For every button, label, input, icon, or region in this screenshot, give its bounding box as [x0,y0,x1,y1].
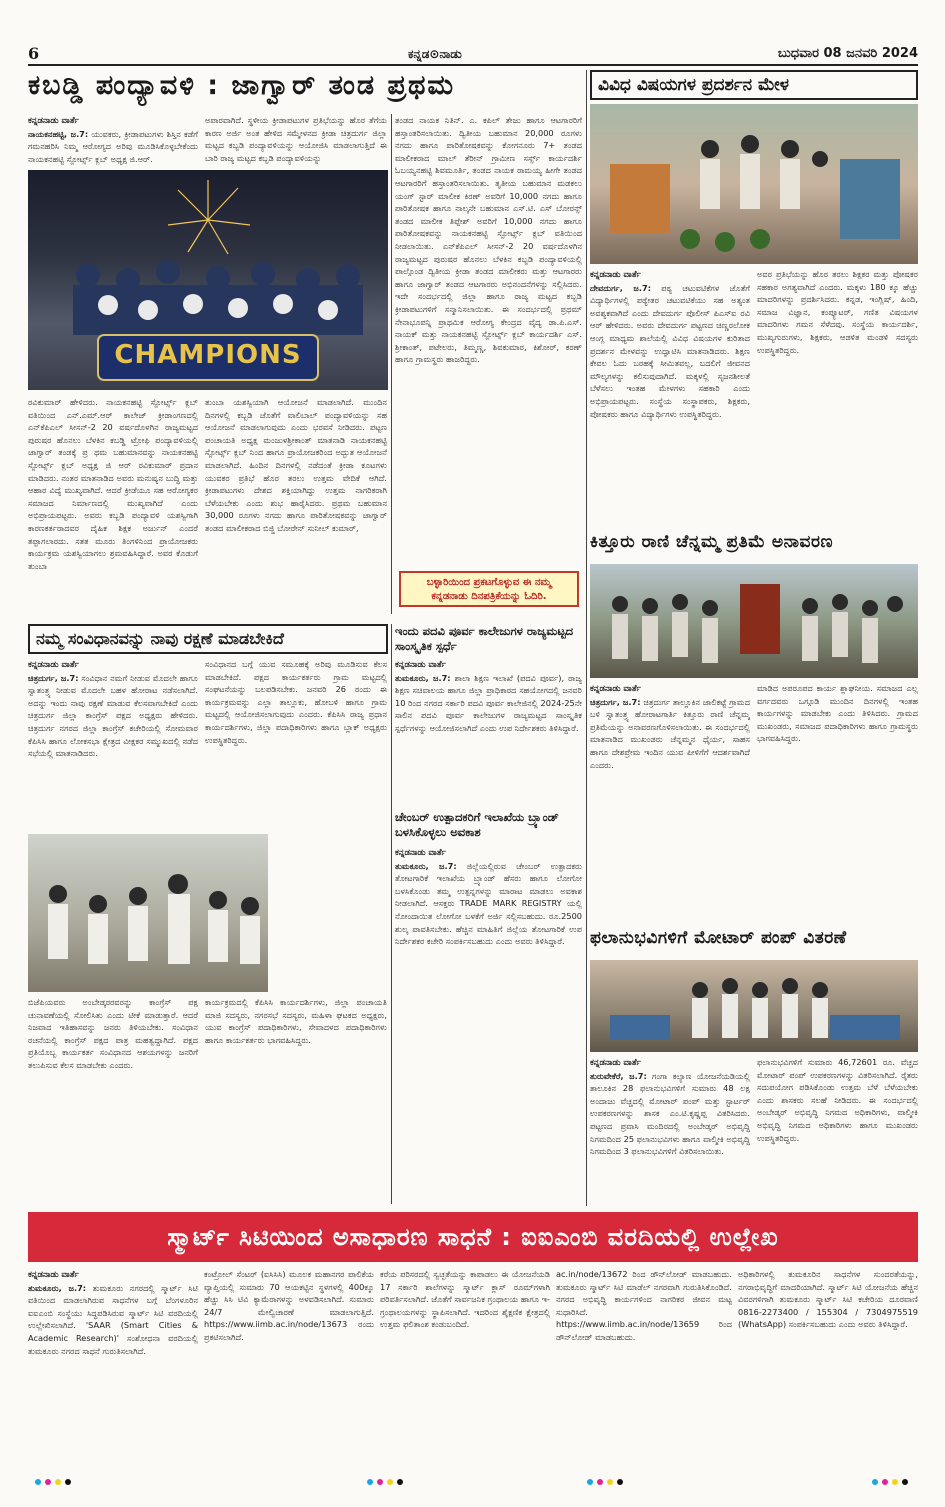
exhibition-col2: ಅವರ ಪ್ರತಿಭೆಯನ್ನು ಹೊರ ತರಲು ಶಿಕ್ಷಕರ ಮತ್ತು ಪೋಷಕರ ಸಹಕಾರ ಅಗತ್ಯವಾಗಿದೆ ಎಂದರು. ಮಕ್ಕಳು 180 ಕ್ಕೂ ಹೆಚ್ಚು ಮಾದರಿಗಳನ್ನು ಪ್ರದರ್ಶಿಸಿದರು. ಕನ್ನಡ, ಇಂಗ್ಲಿಷ್, ಹಿಂದಿ, ಸಮಾಜ ವಿಜ್ಞಾನ, ಕಂಪ್ಯೂಟರ್, ಗಣಿತ ವಿಷಯಗಳ ಮಾದರಿಗಳು ಗಮನ ಸೆಳೆದವು. ಸಂಸ್ಥೆಯ ಕಾರ್ಯದರ್ಶಿ, ಮುಖ್ಯಗುರುಗಳು, ಶಿಕ್ಷಕರು, ಆಡಳಿತ ಮಂಡಳಿ ಸದಸ್ಯರು ಉಪಸ್ಥಿತರಿದ್ದರು. [757,269,918,355]
byline: ಕನ್ನಡನಾಡು ವಾರ್ತೆ [590,683,641,693]
dateline: ನಾಯಕನಹಟ್ಟಿ, ಜ.7: [28,128,89,139]
cultural-body [395,658,582,806]
dateline: ತುಮಕೂರು, ಜ.7: [395,672,451,683]
column-rule [391,114,392,614]
byline: ಕನ್ನಡನಾಡು ವಾರ್ತೆ [395,659,446,669]
column-rule [391,624,392,1204]
constitution-headline: ನಮ್ಮ ಸಂವಿಧಾನವನ್ನು ನಾವು ರಕ್ಷಣೆ ಮಾಡಬೇಕಿದೆ [28,624,388,654]
exhibition-headline: ವಿವಿಧ ವಿಷಯಗಳ ಪ್ರದರ್ಶನ ಮೇಳ [590,70,918,100]
kabaddi-lower-col2: ತುಂಬಾ ಯಶಸ್ವಿಯಾಗಿ ಆಯೋಜನೆ ಮಾಡಲಾಗಿದೆ. ಮುಂದಿನ ದಿನಗಳಲ್ಲಿ ಕಬ್ಬಡಿ ಜೊತೆಗೆ ವಾಲಿಬಾಲ್ ಪಂದ್ಯಾವಳಿಯನ್ನು ಸಹ ಆಯೋಜನೆ ಮಾಡಲಾಗುವುದು ಎಂದು ಭರವಸೆ ನೀಡಿದರು. ಪಟ್ಟಣ ಪಂಚಾಯತಿ ಅಧ್ಯಕ್ಷ ಮಂಜುಳಶ್ರೀಕಾಂತ್ ಮಾತನಾಡಿ ನಾಯಕನಹಟ್ಟಿ ಸ್ಪೋರ್ಟ್ಸ್ ಕ್ಲಬ್ ನಿಂದ ಹಾಗೂ ಪ್ರಾಯೋಜಕರಿಂದ ಅದ್ಭುತ ಆಯೋಜನೆ ಮಾಡಲಾಗಿದೆ. ಹಿಂದಿನ ದಿನಗಳಲ್ಲಿ ನಡೆದಂತೆ ಕ್ರೀಡಾ ಕೂಟಗಳು ಯುವಕರ ಪ್ರತಿಭೆ ಹೊರ ತರಲು ಉತ್ತಮ ವೇದಿಕೆ ಆಗಿದೆ. ಕ್ರೀಡಾಪಟುಗಳು ದೇಶದ ಶಕ್ತಿಯಾಗಿದ್ದು ಉತ್ತಮ ನಾಗರಿಕರಾಗಿ ಬೆಳೆಯಬೇಕು ಎಂದು ಶುಭ ಹಾರೈಸಿದರು. ಪ್ರಥಮ ಬಹುಮಾನ 30,000 ರೂಗಳು ನಗದು ಹಾಗೂ ಪಾರಿತೋಷಕವನ್ನು ಜಾಗ್ವಾರ್ ತಂಡದ ಮಾಲೀಕರಾದ ಬಿಜ್ಜಿ ಬೋರೇನ್ ಸುನೀಲ್ ಕುಮಾರ್, [205,397,387,533]
issue-date: ಬುಧವಾರ 08 ಜನವರಿ 2024 [777,46,918,61]
kabaddi-lower-col1: ರವಿಕುಮಾರ್ ಹೇಳಿದರು. ನಾಯಕನಹಟ್ಟಿ ಸ್ಪೋರ್ಟ್ಸ್ ಕ್ಲಬ್ ವತಿಯಿಂದ ಎನ್.ಎಮ್.ಆರ್ ಕಾಲೇಜ್ ಕ್ರೀಡಾಂಗಣದಲ್ಲಿ ಎನ್‌ಕೆಪಿಎಲ್ ಸೀಸನ್‌-2 20 ವರ್ಷದೊಳಗಿನ ರಾಜ್ಯಮಟ್ಟದ ಪುರುಷರ ಹೊನಲು ಬೆಳಕಿನ ಕಬಡ್ಡಿ ಟ್ರೋಫಿ ಪಂದ್ಯಾವಳಿಯಲ್ಲಿ ಜಾಗ್ವಾರ್ ತಂಡಕ್ಕೆ ಪ್ರ ಥಮ ಬಹುಮಾನವನ್ನು ನಾಯಕನಹಟ್ಟಿ ಸ್ಪೋರ್ಟ್ಸ್ ಕ್ಲಬ್ ಅಧ್ಯಕ್ಷ ಜಿ ಆರ್ ರವಿಕುಮಾರ್ ಪ್ರದಾನ ಮಾಡಿದರು. ನಂತರ ಮಾತನಾಡಿದ ಅವರು ಮನುಷ್ಯನ ಬುದ್ಧಿ ಮತ್ತು ಆಹಾರ ವಿದ್ಯೆ ಮುಖ್ಯವಾಗಿದೆ. ಆದರೆ ಕ್ರೀಡೆಯೂ ಸಹ ಆರೋಗ್ಯಕರ ಸಮಾಜದ ನಿರ್ಮಾಣದಲ್ಲಿ ಮುಖ್ಯವಾಗಿದೆ ಎಂದು ಅಭಿಪ್ರಾಯಪಟ್ಟರು. ಅವರು ಕಬ್ಬಡಿ ಪಂದ್ಯಾವಳಿ ಯಶಸ್ವಿಗಾಗಿ ಕಾರಣಕರ್ತರಾದವರ ದೈಹಿಕ ಶಿಕ್ಷಕ ಅರ್ಜುನ್ ಎಂದರೆ ತಪ್ಪಾಗಲಾರದು. ಸತತ ಮೂರು ತಿಂಗಳಿನಿಂದ ಪ್ರಾಯೋಜಕರು ಕಾರ್ಯಕ್ರಮ ಯಶಸ್ವಿಯಾಗಲು ಶ್ರಮವಹಿಸಿದ್ದಾರೆ. ಅವರ ಕೊಡುಗೆ ತುಂಬಾ [28,397,198,571]
dateline: ತುಮಕೂರು, ಜ.7: [28,1282,87,1293]
column-rule [586,70,587,1206]
constitution-col2: ಸಂವಿಧಾನದ ಬಗ್ಗೆ ಯುವ ಸಮೂಹಕ್ಕೆ ಅರಿವು ಮೂಡಿಸುವ ಕೆಲಸ ಮಾಡಬೇಕಿದೆ. ಪಕ್ಷದ ಕಾರ್ಯಕರ್ತರು ಗ್ರಾಮ ಮಟ್ಟದಲ್ಲಿ ಸಂಘಟನೆಯನ್ನು ಬಲಪಡಿಸಬೇಕು. ಜನವರಿ 26 ರಂದು ಈ ಕಾರ್ಯಕ್ರಮವನ್ನು ಎಲ್ಲಾ ತಾಲ್ಲೂಕು, ಹೋಬಳಿ ಹಾಗೂ ಗ್ರಾಮ ಮಟ್ಟದಲ್ಲಿ ಆಯೋಜಿಸಲಾಗುವುದು ಎಂದರು. ಕೆಪಿಸಿಸಿ ರಾಜ್ಯ ಪ್ರಧಾನ ಕಾರ್ಯದರ್ಶಿಗಳು, ಜಿಲ್ಲಾ ಪದಾಧಿಕಾರಿಗಳು ಹಾಗೂ ಬ್ಲಾಕ್ ಅಧ್ಯಕ್ಷರು ಉಪಸ್ಥಿತರಿದ್ದರು. [205,659,387,745]
constitution-lower-col1: ಬಿಜೆಪಿಯವರು ಅಂಬೇಡ್ಕರರವರನ್ನು ಕಾಂಗ್ರೆಸ್ ಪಕ್ಷ ಚುನಾವಣೆಯಲ್ಲಿ ಸೋಲಿಸಿತು ಎಂದು ಟೀಕೆ ಮಾಡುತ್ತಾರೆ. ಆದರೆ ನಿಜವಾದ ಇತಿಹಾಸವನ್ನು ಜನರು ತಿಳಿಯಬೇಕು. ಸಂವಿಧಾನ ರಚನೆಯಲ್ಲಿ ಕಾಂಗ್ರೆಸ್ ಪಕ್ಷದ ಪಾತ್ರ ಮಹತ್ವದ್ದಾಗಿದೆ. ಪಕ್ಷದ ಪ್ರತಿಯೊಬ್ಬ ಕಾರ್ಯಕರ್ತ ಸಂವಿಧಾನದ ಆಶಯಗಳನ್ನು ಜನರಿಗೆ ತಲುಪಿಸುವ ಕೆಲಸ ಮಾಡಬೇಕು ಎಂದರು. [28,997,198,1070]
exhibition-col1 [590,268,750,524]
pump-col1 [590,1056,750,1204]
registration-dots-icon [30,1474,915,1490]
pump-photo-illustration [590,960,918,1052]
cultural-headline: ಇಂದು ಪದವಿ ಪೂರ್ವ ಕಾಲೇಜುಗಳ ರಾಜ್ಯಮಟ್ಟದ ಸಾಂಸ್ಕೃತಿಕ ಸ್ಪರ್ಧೆ [395,624,574,653]
promo-box [399,571,579,607]
body-text: ಯುವಕರು, ಕ್ರೀಡಾಪಟುಗಳು ಶಿಸ್ತಿನ ಕಡೆಗೆ ಗಮನಹರಿಸಿ ನಿಮ್ಮ ಆರೋಗ್ಯದ ಅರಿವು ಮೂಡಿಸಿಕೊಳ್ಳಬೇಕೆಂದು ನಾಯಕನಹಟ್ಟಿ ಸ್ಪೋರ್ಟ್ಸ್ ಕ್ಲಬ್ ಅಧ್ಯಕ್ಷ ಜಿ.ಆರ್. [28,128,198,164]
constitution-col1 [28,658,198,830]
kabaddi-col2: ಅಪಾರವಾಗಿದೆ. ಸ್ಥಳೀಯ ಕ್ರೀಡಾಪಟುಗಳ ಪ್ರತಿಭೆಯನ್ನು ಹೊರ ತೆಗೆಯ ಕಾರಣ ಅರ್ಜಿ ಅಂತ ಹೇಳಿದ ಸಮ್ಮೇಳನದ ಕ್ರೀಡಾ ಚಿತ್ರದುರ್ಗ ಜಿಲ್ಲಾ ಮಟ್ಟದ ಕಬ್ಬಡಿ ಪಂದ್ಯಾವಳಿಯನ್ನು ಆಯೋಜಿಸಿ ಮಾಡಲಾಗುತ್ತಿದೆ ಈ ಬಾರಿ ರಾಜ್ಯ ಮಟ್ಟದ ಕಬ್ಬಡಿ ಪಂದ್ಯಾವಳಿಯನ್ನು [205,115,387,163]
promo-line2: ಕನ್ನಡನಾಡು ದಿನಪತ್ರಿಕೆಯನ್ನು ಓದಿರಿ. [431,591,547,602]
champions-banner-text: CHAMPIONS [114,340,302,370]
kabaddi-photo [28,170,388,390]
chennamma-photo-illustration [590,564,918,678]
byline: ಕನ್ನಡನಾಡು ವಾರ್ತೆ [28,115,79,125]
dateline: ಚಿತ್ರದುರ್ಗ, ಜ.7: [590,696,641,707]
pump-headline: ಫಲಾನುಭವಿಗಳಿಗೆ ಮೋಟಾರ್ ಪಂಪ್ ವಿತರಣೆ [590,928,847,948]
smartcity-col4: ac.in/node/13672 ರಿಂದ ಡೌನ್‌ಲೋಡ್ ಮಾಡಬಹುದು. ತುಮಕೂರು ಸ್ಮಾರ್ಟ್ ಸಿಟಿ ಮಾಡೆಲ್ ನಗರವಾಗಿ ಗುರುತಿಸಿಕೊಂಡಿದೆ. ನಗರದ ಅಭಿವೃದ್ಧಿ ಕಾರ್ಯಗಳಿಂದ ನಾಗರಿಕರ ಜೀವನ ಮಟ್ಟ ಸುಧಾರಿಸಿದೆ. https://www.iimb.ac.in/node/13659 ರಿಂದ ಡೌನ್‌ಲೋಡ್ ಮಾಡಬಹುದು. [556,1269,732,1342]
smartcity-headline: ಸ್ಮಾರ್ಟ್ ಸಿಟಿಯಿಂದ ಅಸಾಧಾರಣ ಸಾಧನೆ : ಐಐಎಂಬಿ ವರದಿಯಲ್ಲಿ ಉಲ್ಲೇಖ [28,1212,918,1262]
dateline: ಚಿತ್ರದುರ್ಗ, ಜ.7: [28,672,79,683]
smartcity-col3: ಕರೆಯ ಪರಿಸರದಲ್ಲಿ ಸ್ವಚ್ಛತೆಯನ್ನು ಕಾಪಾಡಲು ಈ ಯೋಜನೆಯಡಿ 17 ಸರ್ಕಾರಿ ಶಾಲೆಗಳನ್ನು ಸ್ಮಾರ್ಟ್ ಕ್ಲಾಸ್ ರೂಮ್‌ಗಳಾಗಿ ಪರಿವರ್ತಿಸಲಾಗಿದೆ. ಜೊತೆಗೆ ಸಾರ್ವಜನಿಕ ಗ್ರಂಥಾಲಯ ಹಾಗೂ ಇ-ಗ್ರಂಥಾಲಯಗಳನ್ನು ಸ್ಥಾಪಿಸಲಾಗಿದೆ. ಇದರಿಂದ ಶೈಕ್ಷಣಿಕ ಕ್ಷೇತ್ರದಲ್ಲಿ ಉತ್ತಮ ಫಲಿತಾಂಶ ಕಂಡುಬಂದಿದೆ. [380,1269,550,1330]
kabaddi-headline: ಕಬಡ್ಡಿ ಪಂದ್ಯಾವಳಿ : ಜಾಗ್ವಾರ್ ತಂಡ ಪ್ರಥಮ [28,70,456,101]
body-text: ಪಠ್ಯ ಚಟುವಟಿಕೆಗಳ ಜೊತೆಗೆ ವಿದ್ಯಾರ್ಥಿಗಳಲ್ಲಿ ಪಠ್ಯೇತರ ಚಟುವಟಿಕೆಯು ಸಹ ಅತ್ಯಂತ ಅವಶ್ಯಕವಾಗಿದೆ ಎಂದು ದೇವದುರ್ಗ ಪೊಲೀಸ್ ಪಿಎಸ್‌ಐ ರವಿ ಆರ್ ಹೇಳಿದರು. ಅವರು ದೇವದುರ್ಗ ಪಟ್ಟಣದ ಚಿಣ್ಣರಲೋಕ ಆಂಗ್ಲ ಮಾಧ್ಯಮ ಶಾಲೆಯಲ್ಲಿ ವಿವಿಧ ವಿಷಯಗಳ ಕುರಿತಾದ ಪ್ರದರ್ಶನ ಮೇಳವನ್ನು ಉದ್ಘಾಟಿಸಿ ಮಾತನಾಡಿದರು. ಶಿಕ್ಷಣ ಕೇವಲ ಓದು ಬರಹಕ್ಕೆ ಸೀಮಿತವಲ್ಲ, ಬದಲಿಗೆ ಜೀವನದ ಮೌಲ್ಯಗಳನ್ನು ಕಲಿಸುವುದಾಗಿದೆ. ಮಕ್ಕಳಲ್ಲಿ ಸೃಜನಶೀಲತೆ ಬೆಳೆಸಲು ಇಂತಹ ಮೇಳಗಳು ಸಹಕಾರಿ ಎಂದು ಅಭಿಪ್ರಾಯಪಟ್ಟರು. ಸಂಸ್ಥೆಯ ಸಂಸ್ಥಾಪಕರು, ಶಿಕ್ಷಕರು, ಪೋಷಕರು ಹಾಗೂ ವಿದ್ಯಾರ್ಥಿಗಳು ಉಪಸ್ಥಿತರಿದ್ದರು. [590,282,750,419]
chennamma-col1 [590,682,750,922]
constitution-photo-illustration [28,834,268,992]
masthead [28,44,918,66]
body-text: ಚಿತ್ರದುರ್ಗ ತಾಲ್ಲೂಕಿನ ಜಾಲಿಕಟ್ಟೆ ಗ್ರಾಮದ ಬಳಿ ಸ್ವಾತಂತ್ರ್ಯ ಹೋರಾಟಗಾರ್ತಿ ಕಿತ್ತೂರು ರಾಣಿ ಚೆನ್ನಮ್ಮ ಪ್ರತಿಮೆಯನ್ನು ಅನಾವರಣಗೊಳಿಸಲಾಯಿತು. ಈ ಸಂದರ್ಭದಲ್ಲಿ ಮಾತನಾಡಿದ ಮುಖಂಡರು ಚೆನ್ನಮ್ಮನ ಧೈರ್ಯ, ಸಾಹಸ ಹಾಗೂ ದೇಶಪ್ರೇಮ ಇಂದಿನ ಯುವ ಪೀಳಿಗೆಗೆ ಆದರ್ಶವಾಗಿದೆ ಎಂದರು. [590,696,750,770]
constitution-side-col [274,834,388,992]
dateline: ತುಮಕೂರು, ಜ.7: [395,860,457,871]
byline: ಕನ್ನಡನಾಡು ವಾರ್ತೆ [590,1057,641,1067]
byline: ಕನ್ನಡನಾಡು ವಾರ್ತೆ [395,847,446,857]
byline: ಕನ್ನಡನಾಡು ವಾರ್ತೆ [28,1269,79,1279]
dateline: ತುರುವೇಕೆರೆ, ಜ.7: [590,1070,647,1081]
chennamma-headline: ಕಿತ್ತೂರು ರಾಣಿ ಚೆನ್ನಮ್ಮ ಪ್ರತಿಮೆ ಅನಾವರಣ [590,532,833,552]
chennamma-photo [590,564,918,678]
byline: ಕನ್ನಡನಾಡು ವಾರ್ತೆ [590,269,641,279]
exhibition-photo-illustration [590,104,918,264]
constitution-photo [28,834,268,992]
page-number: 6 [28,44,40,63]
byline: ಕನ್ನಡನಾಡು ವಾರ್ತೆ [28,659,79,669]
registration-marks [30,1474,915,1490]
constitution-lower-col2: ಕಾರ್ಯಕ್ರಮದಲ್ಲಿ ಕೆಪಿಸಿಸಿ ಕಾರ್ಯದರ್ಶಿಗಳು, ಜಿಲ್ಲಾ ಪಂಚಾಯತಿ ಮಾಜಿ ಸದಸ್ಯರು, ನಗರಸಭೆ ಸದಸ್ಯರು, ಮಹಿಳಾ ಘಟಕದ ಅಧ್ಯಕ್ಷರು, ಯುವ ಕಾಂಗ್ರೆಸ್ ಪದಾಧಿಕಾರಿಗಳು, ಸೇವಾದಳದ ಪದಾಧಿಕಾರಿಗಳು ಹಾಗೂ ಕಾರ್ಯಕರ್ತರು ಭಾಗವಹಿಸಿದ್ದರು. [205,997,387,1045]
body-text: ಜಿಲ್ಲೆಯಲ್ಲಿರುವ ಚೇಂಬರ್ ಉತ್ಪಾದಕರು ತೋಟಗಾರಿಕೆ ಇಲಾಖೆಯ ಬ್ರ್ಯಾಂಡ್ ಹೆಸರು ಹಾಗೂ ಲೋಗೋ ಬಳಸಿಕೊಂಡು ತಮ್ಮ ಉತ್ಪನ್ನಗಳನ್ನು ಮಾರಾಟ ಮಾಡಲು ಅವಕಾಶ ನೀಡಲಾಗಿದೆ. ಆಸಕ್ತರು TRADE MARK REGISTRY ಯಲ್ಲಿ ನೋಂದಾಯಿತ ಲೋಗೋ ಬಳಕೆಗೆ ಅರ್ಜಿ ಸಲ್ಲಿಸಬಹುದು. ರೂ.2500 ಶುಲ್ಕ ಪಾವತಿಸಬೇಕು. ಹೆಚ್ಚಿನ ಮಾಹಿತಿಗೆ ಜಿಲ್ಲೆಯ ತೋಟಗಾರಿಕೆ ಉಪ ನಿರ್ದೇಶಕರ ಕಚೇರಿ ಸಂಪರ್ಕಿಸಬಹುದು ಎಂದು ಅವರು ತಿಳಿಸಿದ್ದಾರೆ. [395,860,582,947]
smartcity-col5: ಅಧಿಕಾರಿಗಳಲ್ಲಿ ತುಮಕೂರಿನ ಸಾಧನೆಗಳ ಸುಂದರತೆಯನ್ನು, ನಗರಾಭಿವೃದ್ಧಿಗೆ ಮಾದರಿಯಾಗಿದೆ. ಸ್ಮಾರ್ಟ್ ಸಿಟಿ ಯೋಜನೆಯ ಹೆಚ್ಚಿನ ವಿವರಗಳಿಗಾಗಿ ತುಮಕೂರು ಸ್ಮಾರ್ಟ್ ಸಿಟಿ ಕಚೇರಿಯ ದೂರವಾಣಿ 0816-2273400 / 155304 / 7304975519 (WhatsApp) ಸಂಪರ್ಕಿಸಬಹುದು ಎಂದು ಅವರು ತಿಳಿಸಿದ್ದಾರೆ. [738,1269,918,1330]
body-text: ಸಂವಿಧಾನ ನಮಗೆ ನೀಡುವ ಮೊದಲೇ ಹಾಗೂ ಸ್ವಾತಂತ್ರ್ಯ ನೀಡುವ ಮೊದಲೇ ಬಹಳ ಹೋರಾಟ ನಡೆಸಲಾಗಿದೆ. ಅದನ್ನು ಇಂದು ನಾವು ರಕ್ಷಣೆ ಮಾಡುವ ಕೆಲಸವಾಗಬೇಕಿದೆ ಎಂದು ಚಿತ್ರದುರ್ಗ ಜಿಲ್ಲಾ ಕಾಂಗ್ರೆಸ್ ಪಕ್ಷದ ಅಧ್ಯಕ್ಷರು ಹೇಳಿದರು. ಚಿತ್ರದುರ್ಗ ನಗರದ ಜಿಲ್ಲಾ ಕಾಂಗ್ರೆಸ್ ಕಚೇರಿಯಲ್ಲಿ ಸೋಮವಾರ ಕೆಪಿಸಿಸಿ ಹಾಗೂ ಲೋಕಸಭಾ ಕ್ಷೇತ್ರದ ವೀಕ್ಷಕರ ಸಮ್ಮುಖದಲ್ಲಿ ನಡೆದ ಸಭೆಯಲ್ಲಿ ಮಾತನಾಡಿದರು. [28,672,198,759]
paper-name: ಕನ್ನಡ⊙ನಾಡು [408,47,462,61]
dateline: ದೇವದುರ್ಗ, ಜ.7: [590,282,651,293]
exhibition-photo [590,104,918,264]
chennamma-col2: ಮಾಡಿದ ಅಪರೂಪದ ಕಾರ್ಯ ಶ್ಲಾಘನೀಯ. ಸಮಾಜದ ಎಲ್ಲ ವರ್ಗದವರು ಒಗ್ಗೂಡಿ ಮುಂದಿನ ದಿನಗಳಲ್ಲಿ ಇಂತಹ ಕಾರ್ಯಗಳನ್ನು ಮಾಡಬೇಕು ಎಂದು ತಿಳಿಸಿದರು. ಗ್ರಾಮದ ಮುಖಂಡರು, ಸಮಾಜದ ಪದಾಧಿಕಾರಿಗಳು ಹಾಗೂ ಗ್ರಾಮಸ್ಥರು ಭಾಗವಹಿಸಿದ್ದರು. [757,683,918,744]
brand-headline: ಚೇಂಬರ್ ಉತ್ಪಾದಕರಿಗೆ ಇಲಾಖೆಯ ಬ್ರ್ಯಾಂಡ್ ಬಳಸಿಕೊಳ್ಳಲು ಅವಕಾಶ [395,810,559,839]
body-text: ತುಮಕೂರು ನಗರದಲ್ಲಿ ಸ್ಮಾರ್ಟ್ ಸಿಟಿ ವತಿಯಿಂದ ಮಾಡಲಾಗಿರುವ ಸಾಧನೆಗಳ ಬಗ್ಗೆ ಬೆಂಗಳೂರಿನ ಐಐಎಂಬಿ ಸಂಸ್ಥೆಯು ಸಿದ್ಧಪಡಿಸಿರುವ ಸ್ಮಾರ್ಟ್ ಸಿಟಿ ವರದಿಯಲ್ಲಿ ಉಲ್ಲೇಖಿಸಲಾಗಿದೆ. 'SAAR (Smart Cities & Academic Research)' ಸಂಶೋಧನಾ ವರದಿಯಲ್ಲಿ ತುಮಕೂರು ನಗರದ ಸಾಧನೆ ಗುರುತಿಸಲಾಗಿದೆ. [28,1282,198,1356]
kabaddi-col3: ತಂಡದ ನಾಯಕ ನಿತಿನ್. ಎ. ಕಪಿಲ್ ತೇಜು ಹಾಗೂ ಆಟಗಾರರಿಗೆ ಹಸ್ತಾಂತರಿಸಲಾಯಿತು. ದ್ವಿತೀಯ ಬಹುಮಾನ 20,000 ರೂಗಳು ನಗದು ಹಾಗೂ ಪಾರಿತೋಷಕವನ್ನು ಕೋಗನೂರು 7+ ತಂಡದ ಮಾಲೀಕರಾದ ಮಾಲ್ ತೆರೀನ್ ಗ್ರಾಮೀಣ ಸರ್ಸ್ಸ್ ಕಾರ್ಯದರ್ಶಿ ಓಬಯ್ಯನಹಟ್ಟಿ ಶಿವಮೂರ್ತಿ, ತಂಡದ ನಾಯಕ ರಾಮಯ್ಯ ಹೀಗೇ ತಂಡದ ಆಟಗಾರರಿಗೆ ಹಸ್ತಾಂತರಿಸಲಾಯಿತು. ತೃತೀಯ ಬಹುಮಾನ ಮಡಕಲು ಯಂಗ್ ಸ್ಟಾರ್ ಮಾಲೀಕ ಕಿರಣ್ ಅವರಿಗೆ 10,000 ನಗದು ಹಾಗೂ ಪಾರಿತೋಷಕ ಹಾಗೂ ನಾಲ್ಕನೇ ಬಹುಮಾನ ಎಸ್.ಟಿ. ಎಸ್ ಬೋರನ್ಸ್ ತಂಡದ ಮಾಲೀಕ ತಿಪ್ಪೇಶ್ ಅವರಿಗೆ 10,000 ನಗದು ಹಾಗೂ ಪಾರಿತೋಷಕವನ್ನು ನಾಯಕನಹಟ್ಟಿ ಸ್ಪೋರ್ಟ್ಸ್ ಕ್ಲಬ್ ವತಿಯಿಂದ ನೀಡಲಾಯಿತು. ಎನ್‌ಕೆಪಿಎಲ್ ಸೀಸನ್‌-2 20 ವರ್ಷದೊಳಗಿನ ರಾಜ್ಯಮಟ್ಟದ ಪುರುಷರ ಹೊನಲು ಬೆಳಕಿನ ಕಬ್ಬಡಿ ಪಂದ್ಯಾವಳಿಯಲ್ಲಿ ಪಾಲ್ಗೊಂಡ ದ್ವಿತೀಯ ಕ್ರೀಡಾ ತಂಡದ ಮಾಲೀಕರು ಮತ್ತು ಆಟಗಾರರು ಹಾಗೂ ಜಾಗ್ವಾರ್ ತಂಡದ ಆಟಗಾರರು ಅಭಿನಂದನೆಗಳನ್ನು ಸಲ್ಲಿಸಿದರು. ಇದೇ ಸಂದರ್ಭದಲ್ಲಿ ಜಿಲ್ಲಾ ಹಾಗೂ ರಾಜ್ಯ ಮಟ್ಟದ ಕಬ್ಬಡಿ ಕ್ರೀಡಾಪಟುಗಳಿಗೆ ಸನ್ಮಾನಿಸಲಾಯಿತು. ಈ ಸಂದರ್ಭದಲ್ಲಿ ಪ್ರಥಮ್ ನೇನಾಭೂಪನ್ನಿ ಪ್ರಾಥಮಿಕ ಆರೋಗ್ಯ ಕೇಂದ್ರದ ವೈದ್ಯ ಡಾ.ಪಿ.ಎಸ್. ನಾಯಕ್ ಮತ್ತು ನಾಯಕನಹಟ್ಟಿ ಸ್ಪೋರ್ಟ್ಸ್ ಕ್ಲಬ್ ಕಾರ್ಯದರ್ಶಿ ಎಸ್. ಶ್ರೀಕಾಂತ್, ಪಟೇಲರು, ತಿಮ್ಮಣ್ಣ, ಶಿವಕುಮಾರ, ಕಿಶೋರ್, ಕರಣ್ ಹಾಗೂ ಗ್ರಾಮಸ್ಥರು ಹಾಜರಿದ್ದರು. [395,115,582,365]
smartcity-col2: ಕಂಟ್ರೋಲ್ ಸೆಂಟರ್ (ಐಸಿಸಿಸಿ) ಮೂಲಕ ಮಹಾನಗರ ಪಾಲಿಕೆಯ ವ್ಯಾಪ್ತಿಯಲ್ಲಿ ಸುಮಾರು 70 ಆಯಕಟ್ಟಿನ ಸ್ಥಳಗಳಲ್ಲಿ 400ಕ್ಕೂ ಹೆಚ್ಚು ಸಿಸಿ ಟಿವಿ ಕ್ಯಾಮೆರಾಗಳನ್ನು ಅಳವಡಿಸಲಾಗಿದೆ. ಸುಮಾರು 24/7 ಮೇಲ್ವಿಚಾರಣೆ ಮಾಡಲಾಗುತ್ತಿದೆ. https://www.iimb.ac.in/node/13673 ರಂದು ಪ್ರಕಟಿಸಲಾಗಿದೆ. [204,1269,374,1342]
pump-photo [590,960,918,1052]
body-text: ಶಾಲಾ ಶಿಕ್ಷಣ ಇಲಾಖೆ (ಪದವಿ ಪೂರ್ವ), ರಾಜ್ಯ ಶಿಕ್ಷಣ ಸಚಿವಾಲಯ ಹಾಗೂ ಜಿಲ್ಲಾ ಪ್ರಾಧಿಕಾರದ ಸಹಯೋಗದಲ್ಲಿ ಜನವರಿ 10 ರಿಂದ ನಗರದ ಸರ್ಕಾರಿ ಪದವಿ ಪೂರ್ವ ಕಾಲೇಜಿನಲ್ಲಿ 2024-25ನೇ ಸಾಲಿನ ಪದವಿ ಪೂರ್ವ ಕಾಲೇಜುಗಳ ರಾಜ್ಯಮಟ್ಟದ ಸಾಂಸ್ಕೃತಿಕ ಸ್ಪರ್ಧೆಗಳನ್ನು ಆಯೋಜಿಸಲಾಗಿದೆ ಎಂದು ಉಪ ನಿರ್ದೇಶಕರು ತಿಳಿಸಿದ್ದಾರೆ. [395,672,582,733]
smartcity-col1 [28,1268,198,1458]
pump-col2: ಫಲಾನುಭವಿಗಳಿಗೆ ಸುಮಾರು 46,72601 ರೂ. ವೆಚ್ಚದ ಮೋಟಾರ್ ಪಂಪ್ ಉಪಕರಣಗಳನ್ನು ವಿತರಿಸಲಾಗಿದೆ. ರೈತರು ಸದುಪಯೋಗ ಪಡಿಸಿಕೊಂಡು ಉತ್ತಮ ಬೆಳೆ ಬೆಳೆಯಬೇಕು ಎಂದು ಶಾಸಕರು ಸಲಹೆ ನೀಡಿದರು. ಈ ಸಂದರ್ಭದಲ್ಲಿ ಅಂಬೇಡ್ಕರ್ ಅಭಿವೃದ್ಧಿ ನಿಗಮದ ಅಧಿಕಾರಿಗಳು, ವಾಲ್ಮೀಕಿ ಅಭಿವೃದ್ಧಿ ನಿಗಮದ ಅಧಿಕಾರಿಗಳು ಹಾಗೂ ಮುಖಂಡರು ಉಪಸ್ಥಿತರಿದ್ದರು. [757,1057,918,1143]
promo-line1: ಬಳ್ಳಾರಿಯಿಂದ ಪ್ರಕಟಗೊಳ್ಳುವ ಈ ನಮ್ಮ [426,577,552,588]
body-text: ಗಂಗಾ ಕಲ್ಯಾಣ ಯೋಜನೆಯಡಿಯಲ್ಲಿ ತಾಲೂಕಿನ 28 ಫಲಾನುಭವಿಗಳಿಗೆ ಸುಮಾರು 48 ಲಕ್ಷ ಅಂದಾಜು ವೆಚ್ಚದಲ್ಲಿ ಮೋಟಾರ್ ಪಂಪ್ ಮತ್ತು ಸ್ಟಾರ್ಟರ್ ಉಪಕರಣಗಳನ್ನು ಶಾಸಕ ಎಂ.ಟಿ.ಕೃಷ್ಣಪ್ಪ ವಿತರಿಸಿದರು. ಪಟ್ಟಣದ ಪ್ರವಾಸಿ ಮಂದಿರದಲ್ಲಿ ಅಂಬೇಡ್ಕರ್ ಅಭಿವೃದ್ಧಿ ನಿಗಮದಿಂದ 25 ಫಲಾನುಭವಿಗಳು ಹಾಗೂ ವಾಲ್ಮೀಕಿ ಅಭಿವೃದ್ಧಿ ನಿಗಮದಿಂದ 3 ಫಲಾನುಭವಿಗಳಿಗೆ ವಿತರಿಸಲಾಯಿತು. [590,1070,750,1157]
brand-body [395,846,582,1202]
